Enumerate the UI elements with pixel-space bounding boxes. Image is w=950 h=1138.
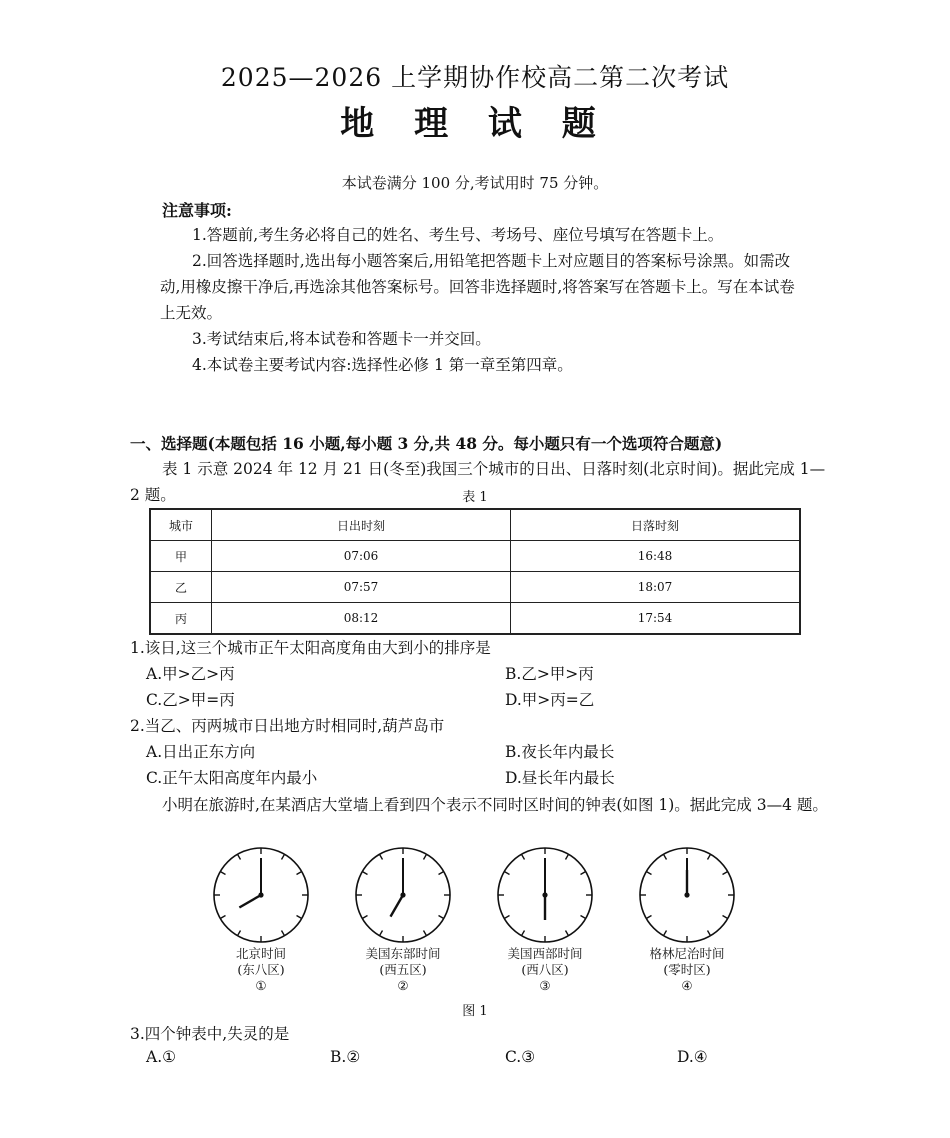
question-1-option-d: D.甲>丙=乙 bbox=[505, 691, 595, 709]
clock-name: 美国西部时间 bbox=[507, 946, 583, 961]
question-2-stem: 2.当乙、丙两城市日出地方时相同时,葫芦岛市 bbox=[130, 717, 445, 735]
clock-number: ④ bbox=[681, 978, 693, 993]
clock-figure bbox=[200, 840, 760, 950]
table-header-cell: 城市 bbox=[150, 509, 212, 541]
table-cell: 16:48 bbox=[511, 541, 801, 572]
clock-name: 北京时间 bbox=[235, 946, 286, 961]
section-heading: 一、选择题(本题包括 16 小题,每小题 3 分,共 48 分。每小题只有一个选项符合题意) bbox=[130, 434, 723, 453]
clock-label-3 bbox=[490, 946, 600, 994]
clock-zone: (西八区) bbox=[521, 962, 569, 977]
clock-center bbox=[400, 892, 405, 897]
table-cell: 07:06 bbox=[212, 541, 511, 572]
table-row bbox=[150, 541, 800, 572]
question-1-option-b: B.乙>甲>丙 bbox=[505, 665, 594, 683]
notice-item: 1.答题前,考生务必将自己的姓名、考生号、考场号、座位号填写在答题卡上。 bbox=[192, 226, 724, 244]
question-1-stem: 1.该日,这三个城市正午太阳高度角由大到小的排序是 bbox=[130, 639, 491, 657]
table-row bbox=[150, 603, 800, 635]
question-3-option-b: B.② bbox=[330, 1048, 361, 1066]
clock-number: ③ bbox=[539, 978, 551, 993]
question-2-option-c: C.正午太阳高度年内最小 bbox=[146, 769, 318, 787]
question-3-option-d: D.④ bbox=[677, 1048, 708, 1066]
table-caption: 表 1 bbox=[462, 490, 488, 505]
clock-zone: (零时区) bbox=[663, 962, 711, 977]
table-row bbox=[150, 572, 800, 603]
passage-2 bbox=[130, 792, 830, 818]
question-2-option-a: A.日出正东方向 bbox=[146, 743, 256, 761]
table-cell: 07:57 bbox=[212, 572, 511, 603]
table-cell: 08:12 bbox=[212, 603, 511, 635]
passage-1-text: 表 1 示意 2024 年 12 月 21 日(冬至)我国三个城市的日出、日落时刻(北京时间)。据此完成 1—2 题。 bbox=[130, 460, 826, 504]
question-2-option-b: B.夜长年内最长 bbox=[505, 743, 615, 761]
clock-name: 美国东部时间 bbox=[365, 946, 441, 961]
table-header-cell: 日出时刻 bbox=[212, 509, 511, 541]
clock-center bbox=[258, 892, 263, 897]
clock-1 bbox=[214, 848, 308, 942]
clock-name: 格林尼治时间 bbox=[649, 946, 725, 961]
table-cell: 17:54 bbox=[511, 603, 801, 635]
notice-item: 4.本试卷主要考试内容:选择性必修 1 第一章至第四章。 bbox=[192, 356, 573, 374]
figure-caption: 图 1 bbox=[462, 1004, 488, 1019]
notice-list bbox=[160, 222, 800, 378]
notice-item: 3.考试结束后,将本试卷和答题卡一并交回。 bbox=[192, 330, 491, 348]
question-1-option-a: A.甲>乙>丙 bbox=[146, 665, 235, 683]
clock-3 bbox=[498, 848, 592, 942]
clock-label-4 bbox=[632, 946, 742, 994]
sunrise-sunset-table bbox=[149, 508, 801, 635]
clock-zone: (西五区) bbox=[379, 962, 427, 977]
notice-heading: 注意事项: bbox=[162, 201, 232, 220]
clock-center bbox=[684, 892, 689, 897]
question-3-stem: 3.四个钟表中,失灵的是 bbox=[130, 1025, 290, 1043]
clock-label-1 bbox=[206, 946, 316, 994]
table-cell: 18:07 bbox=[511, 572, 801, 603]
question-3-option-c: C.③ bbox=[505, 1048, 536, 1066]
subject-title: 地 理 试 题 bbox=[340, 104, 610, 144]
table-cell: 丙 bbox=[150, 603, 212, 635]
clock-label-2 bbox=[348, 946, 458, 994]
exam-title: 2025—2026 上学期协作校高二第二次考试 bbox=[220, 63, 730, 92]
clock-2 bbox=[356, 848, 450, 942]
clock-center bbox=[542, 892, 547, 897]
question-2-option-d: D.昼长年内最长 bbox=[505, 769, 615, 787]
exam-intro: 本试卷满分 100 分,考试用时 75 分钟。 bbox=[341, 174, 609, 192]
passage-2-text: 小明在旅游时,在某酒店大堂墙上看到四个表示不同时区时间的钟表(如图 1)。据此完成 3—4 题。 bbox=[162, 796, 828, 814]
table-header-cell: 日落时刻 bbox=[511, 509, 801, 541]
question-1-option-c: C.乙>甲=丙 bbox=[146, 691, 235, 709]
table-cell: 甲 bbox=[150, 541, 212, 572]
clock-number: ② bbox=[397, 978, 409, 993]
clock-zone: (东八区) bbox=[237, 962, 285, 977]
question-3-option-a: A.① bbox=[146, 1048, 177, 1066]
table-header-row bbox=[150, 509, 800, 541]
notice-item: 2.回答选择题时,选出每小题答案后,用铅笔把答题卡上对应题目的答案标号涂黑。如需改动,用橡皮擦干净后,再选涂其他答案标号。回答非选择题时,将答案写在答题卡上。写在本试卷上无效。 bbox=[160, 252, 795, 322]
clock-4 bbox=[640, 848, 734, 942]
clock-number: ① bbox=[255, 978, 267, 993]
table-cell: 乙 bbox=[150, 572, 212, 603]
